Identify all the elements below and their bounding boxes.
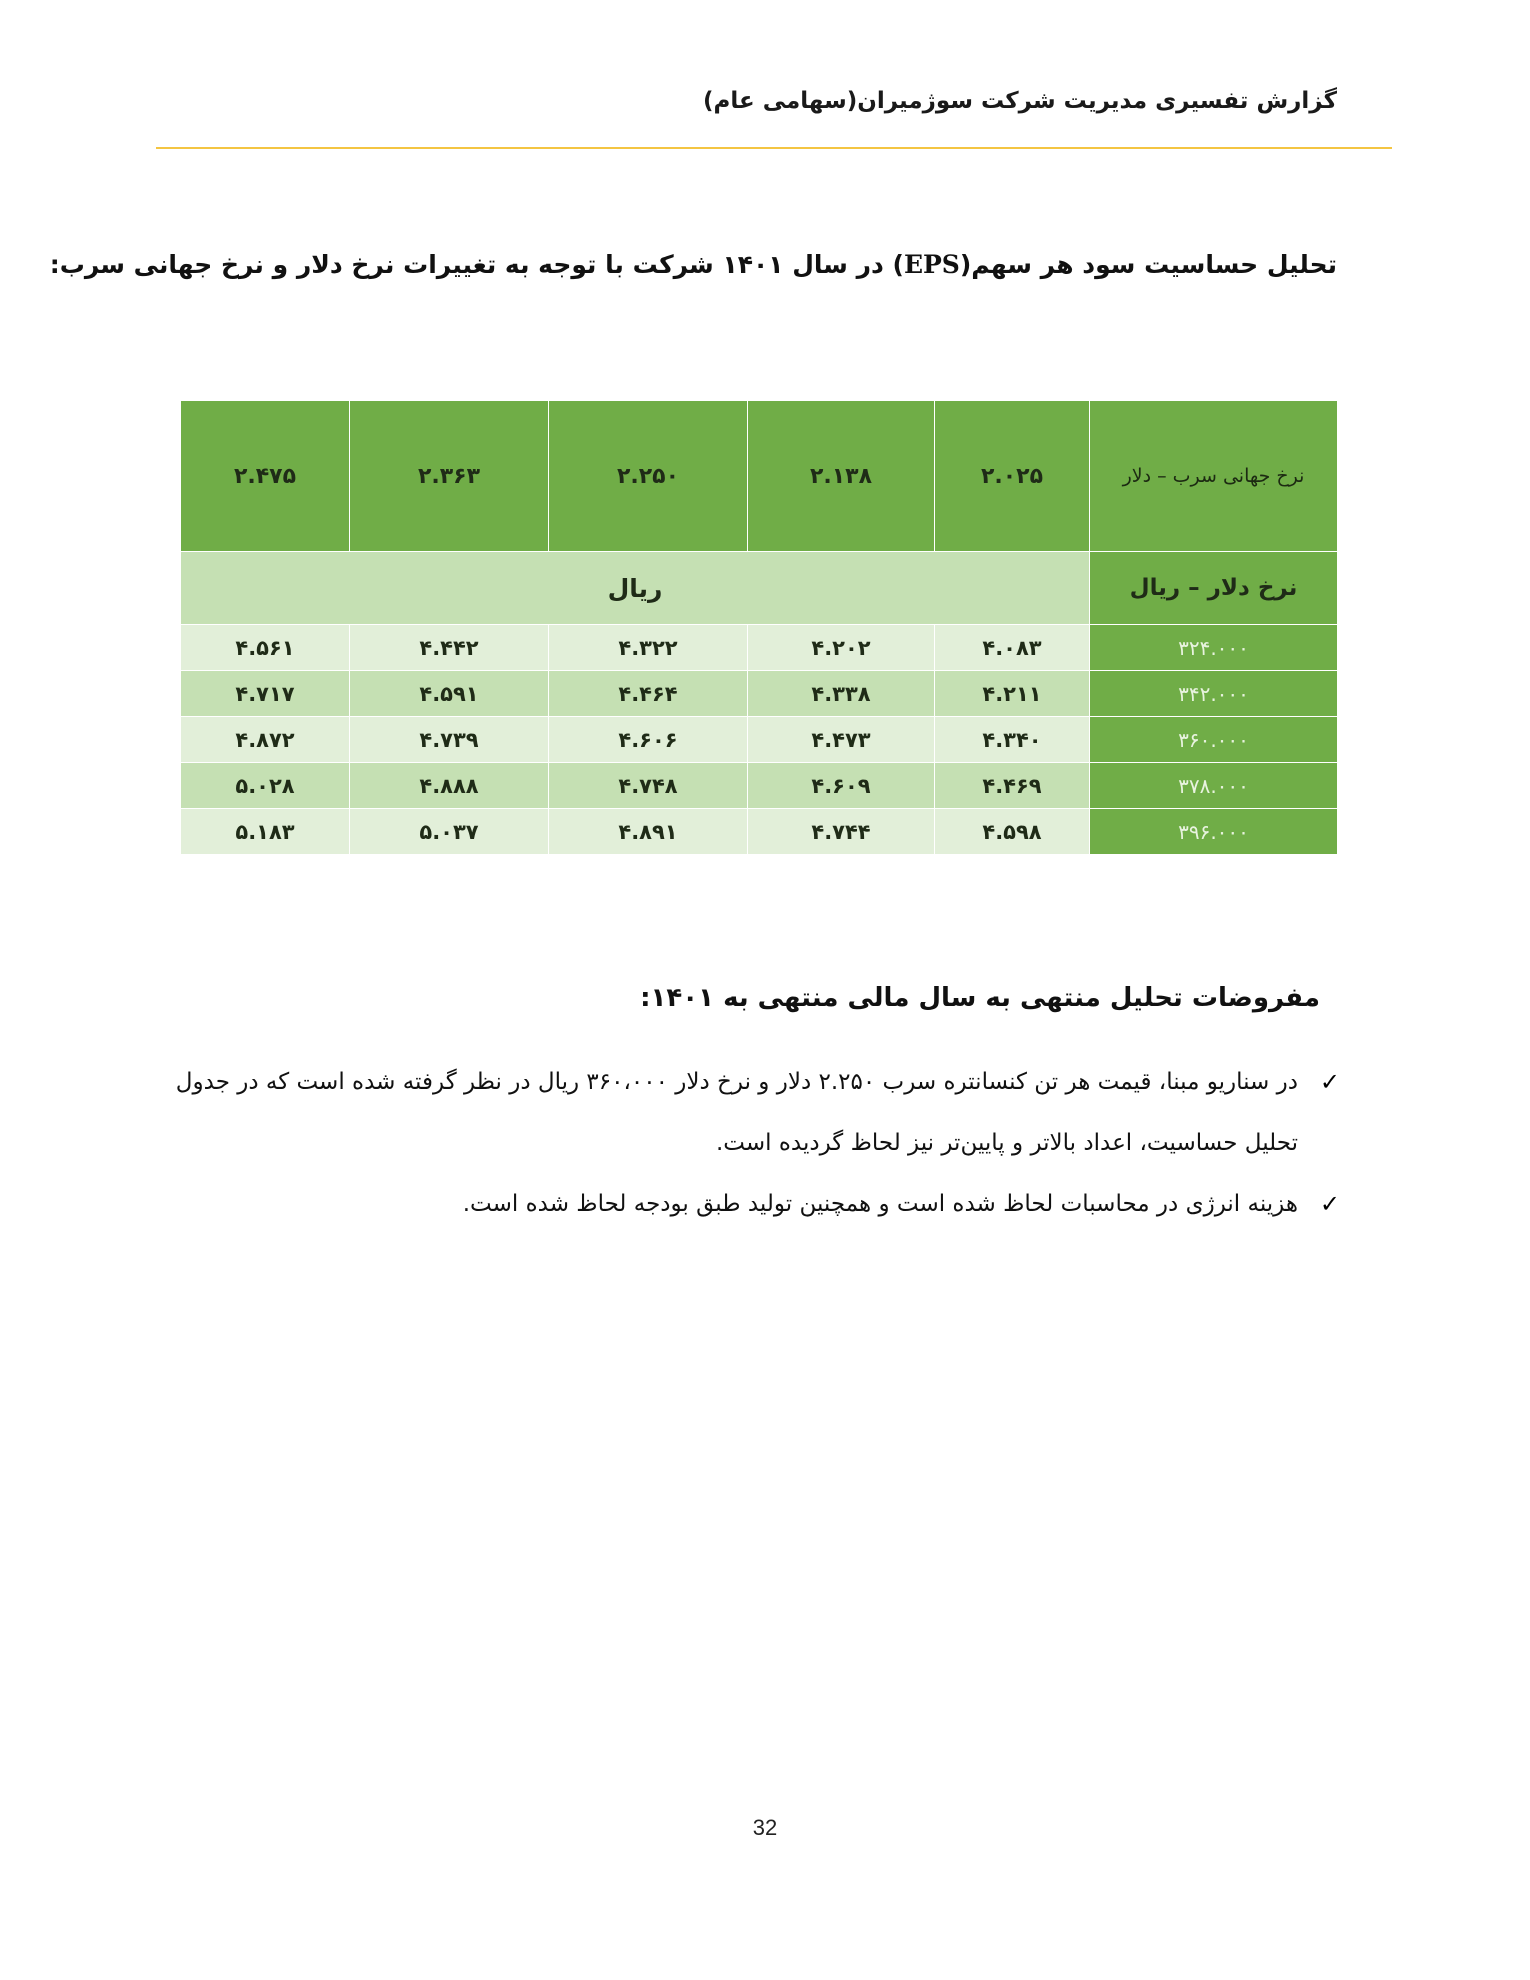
check-mark-icon: ✓	[1319, 1068, 1340, 1096]
dollar-rate-cell: ۳۲۴.۰۰۰	[1090, 625, 1338, 671]
lead-price-header: ۲.۲۵۰	[549, 401, 748, 552]
dollar-rate-cell: ۳۷۸.۰۰۰	[1090, 763, 1338, 809]
dollar-rate-cell: ۳۴۲.۰۰۰	[1090, 671, 1338, 717]
eps-value-cell: ۴.۷۴۸	[549, 763, 748, 809]
assumptions-title: مفروضات تحلیل منتهی به سال مالی منتهی به ۱۴۰۱:	[640, 983, 1320, 1013]
list-item	[170, 1052, 1340, 1174]
section-title-eps: EPS	[903, 250, 960, 279]
eps-value-cell: ۴.۳۳۸	[748, 671, 935, 717]
eps-value-cell: ۴.۸۷۲	[181, 717, 350, 763]
lead-price-header: ۲.۴۷۵	[181, 401, 350, 552]
page-number: 32	[752, 1815, 778, 1840]
dollar-rate-cell: ۳۹۶.۰۰۰	[1090, 809, 1338, 855]
eps-value-cell: ۴.۳۲۲	[549, 625, 748, 671]
eps-value-cell: ۴.۵۹۱	[350, 671, 549, 717]
eps-value-cell: ۴.۳۴۰	[935, 717, 1090, 763]
eps-value-cell: ۴.۴۶۹	[935, 763, 1090, 809]
eps-value-cell: ۴.۲۱۱	[935, 671, 1090, 717]
eps-sensitivity-table	[180, 400, 1338, 855]
eps-value-cell: ۴.۶۰۹	[748, 763, 935, 809]
eps-value-cell: ۴.۷۴۴	[748, 809, 935, 855]
table-row	[181, 625, 1338, 671]
eps-value-cell: ۴.۲۰۲	[748, 625, 935, 671]
eps-value-cell: ۴.۴۷۳	[748, 717, 935, 763]
lead-price-corner-label: نرخ جهانی سرب – دلار	[1090, 401, 1338, 552]
assumption-text: در سناریو مبنا، قیمت هر تن کنسانتره سرب ۲.۲۵۰ دلار و نرخ دلار ۳۶۰،۰۰۰ ریال در نظر گرفته شده است که در جدول تحلیل حساسیت، اعداد بالاتر و پایین‌تر نیز لحاظ گردیده است.	[175, 1069, 1298, 1156]
eps-value-cell: ۴.۸۸۸	[350, 763, 549, 809]
lead-price-header: ۲.۰۲۵	[935, 401, 1090, 552]
lead-price-header: ۲.۱۳۸	[748, 401, 935, 552]
eps-value-cell: ۵.۰۲۸	[181, 763, 350, 809]
list-item	[170, 1174, 1340, 1235]
eps-value-cell: ۵.۰۳۷	[350, 809, 549, 855]
report-header-title: گزارش تفسیری مدیریت شرکت سوژمیران(سهامی عام)	[703, 88, 1337, 114]
table-row	[181, 809, 1338, 855]
table-row	[181, 717, 1338, 763]
eps-value-cell: ۴.۷۳۹	[350, 717, 549, 763]
lead-price-header-row	[181, 401, 1338, 552]
eps-value-cell: ۴.۵۹۸	[935, 809, 1090, 855]
sensitivity-section-title	[50, 250, 1337, 279]
eps-value-cell: ۴.۵۶۱	[181, 625, 350, 671]
header-divider	[156, 147, 1392, 149]
table-row	[181, 763, 1338, 809]
assumptions-list	[170, 1052, 1340, 1235]
check-mark-icon: ✓	[1319, 1190, 1340, 1218]
eps-value-cell: ۵.۱۸۳	[181, 809, 350, 855]
table-row	[181, 671, 1338, 717]
unit-label: ریال	[181, 552, 1090, 625]
section-title-prefix: تحلیل حساسیت سود هر سهم(	[959, 250, 1337, 279]
eps-value-cell: ۴.۴۶۴	[549, 671, 748, 717]
eps-value-cell: ۴.۷۱۷	[181, 671, 350, 717]
eps-value-cell: ۴.۰۸۳	[935, 625, 1090, 671]
dollar-rate-label: نرخ دلار – ریال	[1090, 552, 1338, 625]
unit-header-row	[181, 552, 1338, 625]
eps-value-cell: ۴.۶۰۶	[549, 717, 748, 763]
assumption-text: هزینه انرژی در محاسبات لحاظ شده است و همچنین تولید طبق بودجه لحاظ شده است.	[462, 1191, 1298, 1217]
eps-value-cell: ۴.۴۴۲	[350, 625, 549, 671]
lead-price-header: ۲.۳۶۳	[350, 401, 549, 552]
section-title-suffix: ) در سال ۱۴۰۱ شرکت با توجه به تغییرات نرخ دلار و نرخ جهانی سرب:	[49, 250, 904, 279]
eps-value-cell: ۴.۸۹۱	[549, 809, 748, 855]
dollar-rate-cell: ۳۶۰.۰۰۰	[1090, 717, 1338, 763]
